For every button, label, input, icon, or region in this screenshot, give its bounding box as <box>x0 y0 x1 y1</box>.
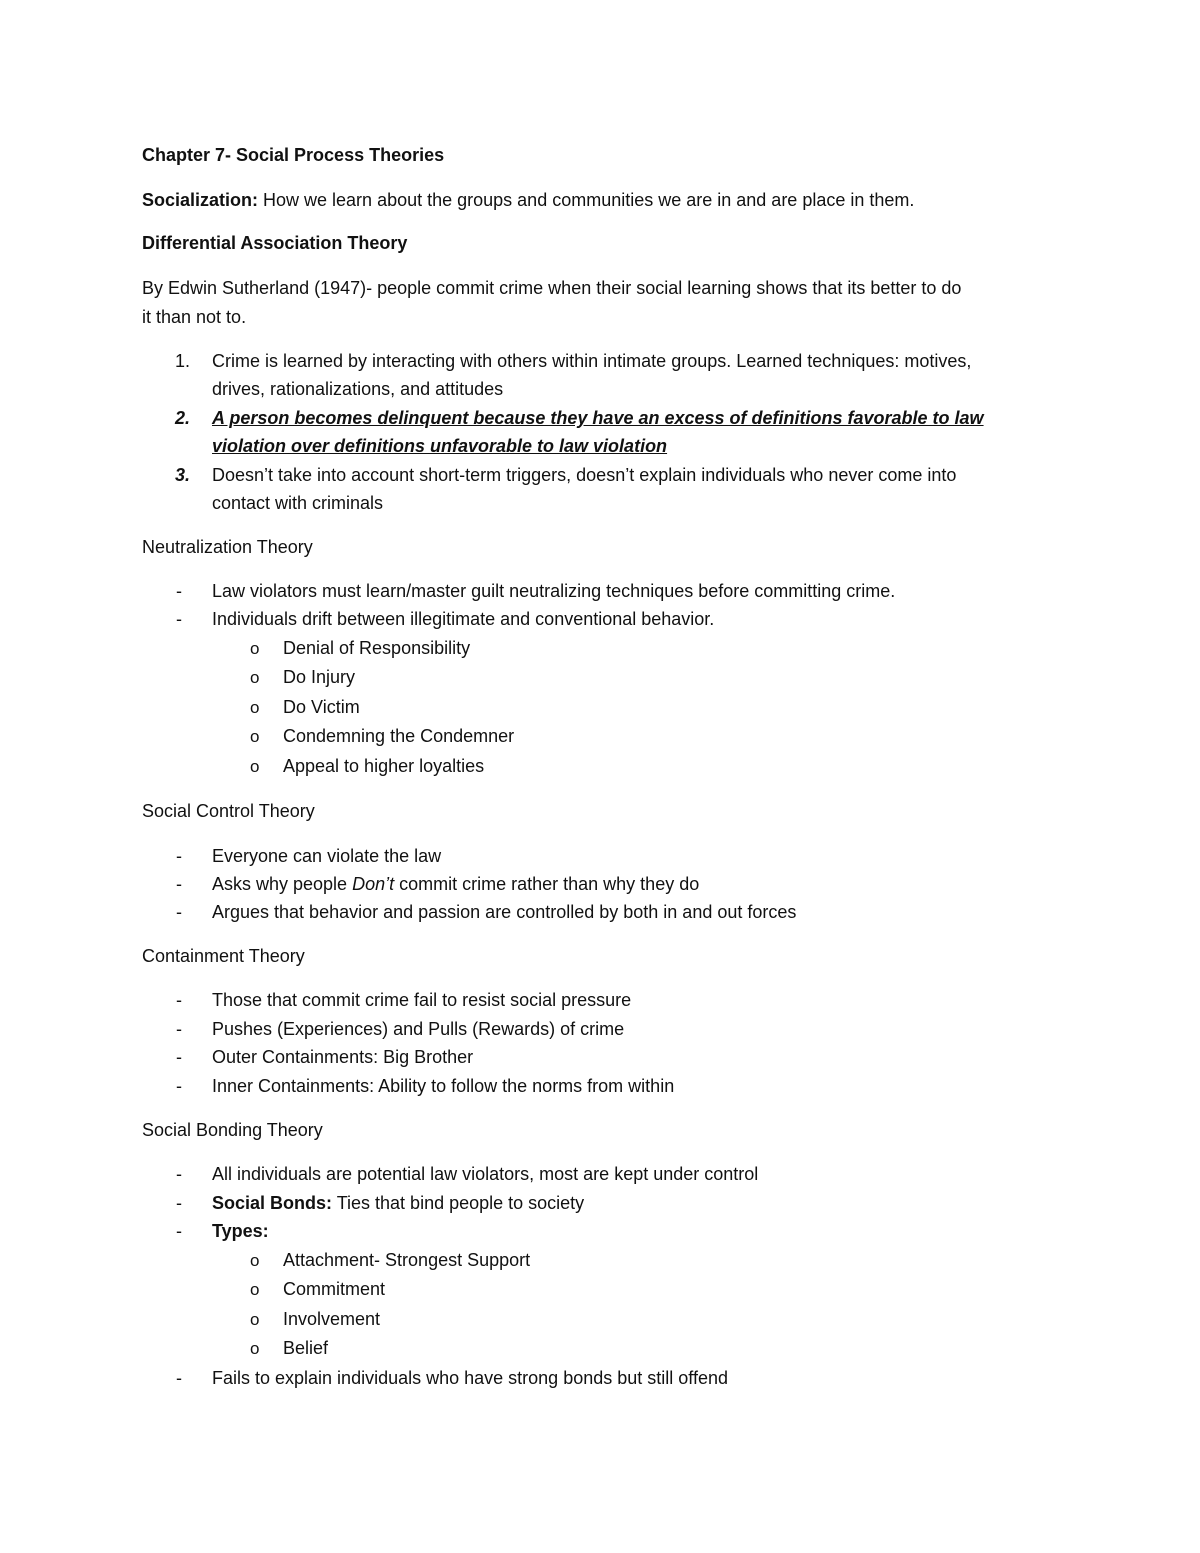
bullet-marker: o <box>250 757 260 776</box>
social-control-heading: Social Control Theory <box>142 801 315 821</box>
neutralization-heading: Neutralization Theory <box>142 537 313 557</box>
list-item-line: Crime is learned by interacting with others within intimate groups. Learned techniques: motives, <box>212 351 972 371</box>
bullet-marker: o <box>250 1251 260 1270</box>
dash-marker: - <box>176 1019 182 1039</box>
dash-marker: - <box>176 1193 182 1213</box>
social-bonding-heading: Social Bonding Theory <box>142 1120 323 1140</box>
bullet-marker: o <box>250 727 260 746</box>
containment-heading: Containment Theory <box>142 946 305 966</box>
dash-marker: - <box>176 990 182 1010</box>
list-item: Argues that behavior and passion are controlled by both in and out forces <box>212 902 797 922</box>
dash-marker: - <box>176 1076 182 1096</box>
list-item: Those that commit crime fail to resist social pressure <box>212 990 632 1010</box>
bullet-marker: o <box>250 1339 260 1358</box>
list-item <box>212 1189 584 1218</box>
socialization-term: Socialization: <box>142 190 259 210</box>
list-item: Outer Containments: Big Brother <box>212 1047 474 1067</box>
bullet-marker: o <box>250 668 260 687</box>
list-item <box>212 870 699 899</box>
bullet-marker: o <box>250 698 260 717</box>
dash-marker: - <box>176 874 182 894</box>
dash-marker: - <box>176 581 182 601</box>
differential-intro-line2: it than not to. <box>142 307 247 327</box>
dash-marker: - <box>176 846 182 866</box>
sub-item: Do Victim <box>283 697 360 717</box>
dash-marker: - <box>176 1221 182 1241</box>
differential-heading: Differential Association Theory <box>142 233 408 253</box>
bullet-marker: o <box>250 1310 260 1329</box>
chapter-title: Chapter 7- Social Process Theories <box>142 145 445 165</box>
bullet-marker: o <box>250 639 260 658</box>
sub-item: Do Injury <box>283 667 356 687</box>
dash-marker: - <box>176 1164 182 1184</box>
list-item-line: A person becomes delinquent because they have an excess of definitions favorable to law <box>212 408 984 428</box>
list-item: Law violators must learn/master guilt neutralizing techniques before committing crime. <box>212 581 896 601</box>
dash-marker: - <box>176 902 182 922</box>
list-item-line: Doesn’t take into account short-term triggers, doesn’t explain individuals who never come into <box>212 465 957 485</box>
list-item: Individuals drift between illegitimate and conventional behavior. <box>212 609 715 629</box>
bullet-marker: o <box>250 1280 260 1299</box>
list-item-line: violation over definitions unfavorable to law violation <box>212 436 668 456</box>
list-number: 3. <box>175 465 191 485</box>
sub-item: Appeal to higher loyalties <box>283 756 485 776</box>
list-item-line: contact with criminals <box>212 493 384 513</box>
list-number: 2. <box>175 408 191 428</box>
sub-item: Belief <box>283 1338 329 1358</box>
list-number: 1. <box>175 351 191 371</box>
dash-marker: - <box>176 1368 182 1388</box>
sub-item: Condemning the Condemner <box>283 726 515 746</box>
list-item-line: drives, rationalizations, and attitudes <box>212 379 504 399</box>
list-item: Inner Containments: Ability to follow the norms from within <box>212 1076 675 1096</box>
social-bonds-term: Social Bonds: <box>212 1193 333 1213</box>
social-bonds-definition: Ties that bind people to society <box>332 1193 585 1213</box>
list-item: Pushes (Experiences) and Pulls (Rewards) of crime <box>212 1019 625 1039</box>
item-text-pre: Asks why people <box>212 874 353 894</box>
dash-marker: - <box>176 1047 182 1067</box>
differential-intro-line1: By Edwin Sutherland (1947)- people commit crime when their social learning shows that its better to do <box>142 278 962 298</box>
list-item: Fails to explain individuals who have strong bonds but still offend <box>212 1368 728 1388</box>
item-text-post: commit crime rather than why they do <box>394 874 700 894</box>
dash-marker: - <box>176 609 182 629</box>
sub-item: Commitment <box>283 1279 386 1299</box>
socialization-paragraph <box>142 186 914 215</box>
socialization-definition: How we learn about the groups and communities we are in and are place in them. <box>258 190 915 210</box>
sub-item: Denial of Responsibility <box>283 638 471 658</box>
item-text-emphasis: Don’t <box>352 874 395 894</box>
list-item: All individuals are potential law violators, most are kept under control <box>212 1164 759 1184</box>
sub-item: Attachment- Strongest Support <box>283 1250 531 1270</box>
types-term: Types: <box>212 1221 269 1241</box>
sub-item: Involvement <box>283 1309 381 1329</box>
list-item: Everyone can violate the law <box>212 846 442 866</box>
